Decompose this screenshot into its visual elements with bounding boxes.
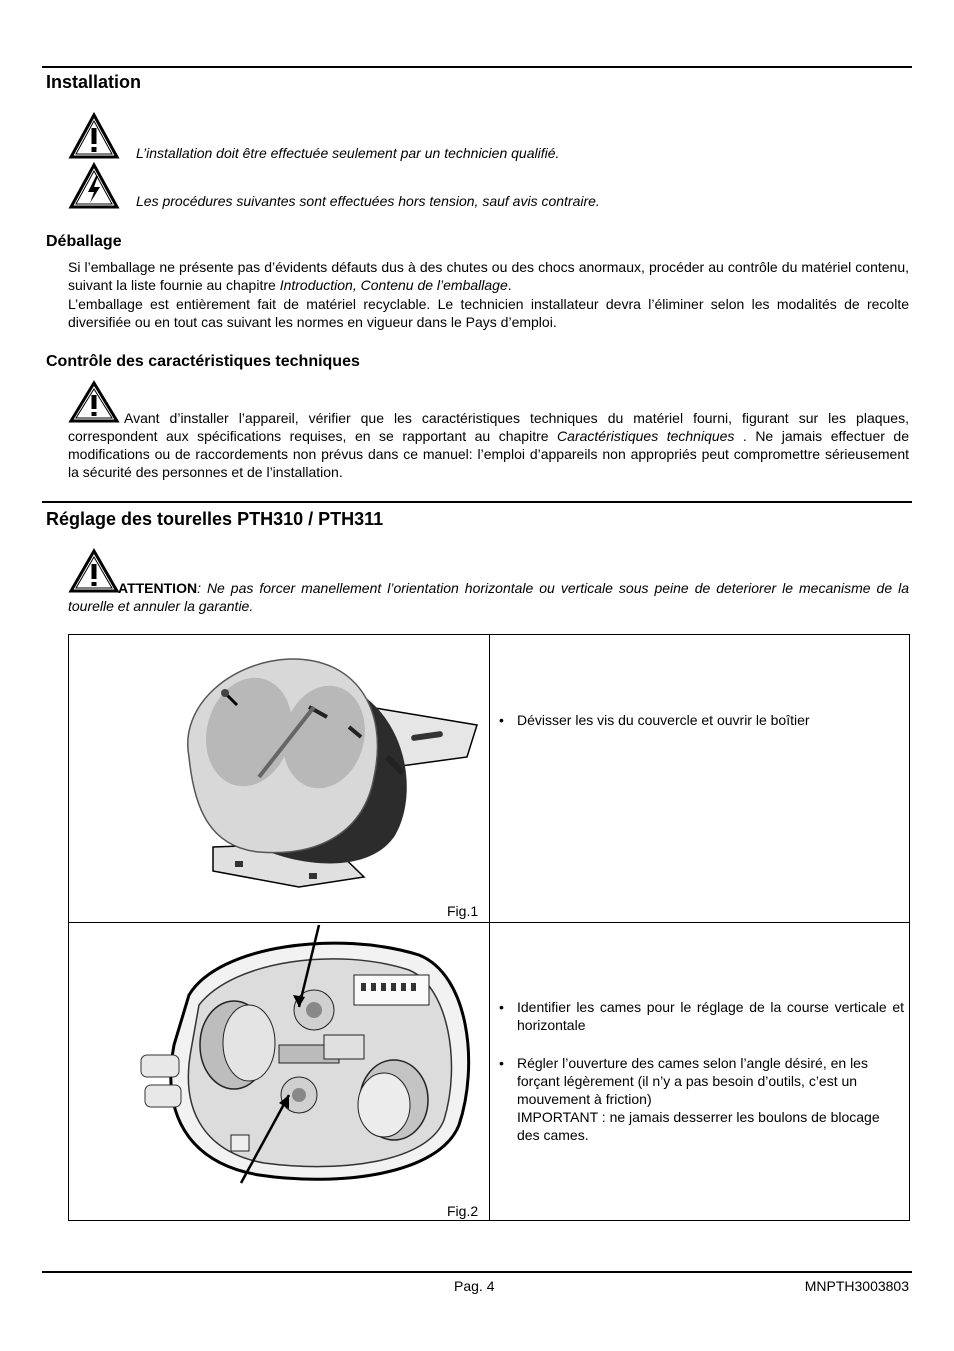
- fig2-steps: [497, 998, 904, 1164]
- fig2-label: Fig.2: [447, 1203, 479, 1219]
- fig1-steps: [497, 711, 904, 749]
- controle-text: Avant d’installer l’appareil, vérifier que les caractéristiques techniques du matériel fourni, figurant sur les plaques, correspondent aux spécifications requises, en se rapportant au chapitre: [68, 410, 909, 444]
- bullet-dot: •: [499, 712, 504, 728]
- bullet-dot: •: [499, 1055, 504, 1071]
- attention-text: : Ne pas forcer manellement l’orientation horizontale ou verticale sous peine de deteriorer le mecanisme de la tourelle et annuler la garantie.: [68, 580, 909, 614]
- deballage-paragraph-2: L’emballage est entièrement fait de matériel recyclable. Le technicien installateur devra l’éliminer selon les modalités de recolte diversifiée ou en tout cas suivant les normes en vigueur dans le Pays d’emploi.: [68, 296, 909, 330]
- deballage-title: Déballage: [46, 233, 122, 250]
- controle-text-end: . Ne jamais effectuer de modifications ou de raccordements non prévus dans ce manuel: l’emploi d’appareils non appropriés peut compromettre sérieusement la sécurité des personnes et de l’installation.: [68, 428, 909, 480]
- fig2-step-text: Régler l’ouverture des cames selon l’angle désiré, en les forçant légèrement (il n’y a pas besoin d’outils, c’est un mouvement à friction): [517, 1055, 868, 1107]
- document-code: MNPTH3003803: [804, 1278, 909, 1294]
- bullet-dot: •: [499, 999, 504, 1015]
- controle-chapter-ref: Caractéristiques techniques: [557, 428, 735, 444]
- top-rule: [42, 66, 912, 68]
- fig1-step: [497, 711, 904, 729]
- controle-paragraph: [68, 409, 909, 481]
- deballage-text: Si l’emballage ne présente pas d’évidents défauts dus à des chutes ou des chocs anormaux, procéder au contrôle du matériel contenu, suivant la liste fournie au chapitre: [68, 259, 909, 293]
- deballage-text-end: .: [507, 277, 512, 293]
- fig2-step: [497, 998, 904, 1034]
- fig1-label: Fig.1: [447, 903, 479, 919]
- fig2-step-important: IMPORTANT : ne jamais desserrer les boulons de blocage des cames.: [517, 1109, 880, 1143]
- table-divider-vertical: [489, 635, 490, 1220]
- controle-title: Contrôle des caractéristiques techniques: [46, 353, 360, 370]
- footer-rule: [42, 1271, 912, 1273]
- deballage-paragraph-1: [68, 258, 909, 294]
- fig2-step: [497, 1054, 904, 1144]
- fig1-step-text: Dévisser les vis du couvercle et ouvrir le boîtier: [517, 712, 810, 728]
- figure-table: [68, 634, 910, 1221]
- warning-power-off: Les procédures suivantes sont effectuées hors tension, sauf avis contraire.: [136, 193, 600, 209]
- warning-qualified-technician: L’installation doit être effectuée seulement par un technicien qualifié.: [136, 145, 560, 161]
- deballage-chapter-ref: Introduction, Contenu de l’emballage: [279, 277, 508, 293]
- fig2-illustration: [139, 925, 484, 1195]
- fig1-illustration: [149, 647, 489, 897]
- warning-triangle-icon: [68, 112, 120, 160]
- page-number: Pag. 4: [454, 1278, 495, 1294]
- reglage-title: Réglage des tourelles PTH310 / PTH311: [46, 509, 384, 529]
- section-rule: [42, 501, 912, 503]
- table-divider-horizontal: [69, 922, 909, 923]
- attention-paragraph: [68, 579, 909, 615]
- attention-label: ATTENTION: [118, 580, 198, 596]
- electric-hazard-icon: [68, 162, 120, 210]
- installation-title: Installation: [46, 72, 142, 92]
- fig2-step-text: Identifier les cames pour le réglage de la course verticale et horizontale: [517, 999, 904, 1033]
